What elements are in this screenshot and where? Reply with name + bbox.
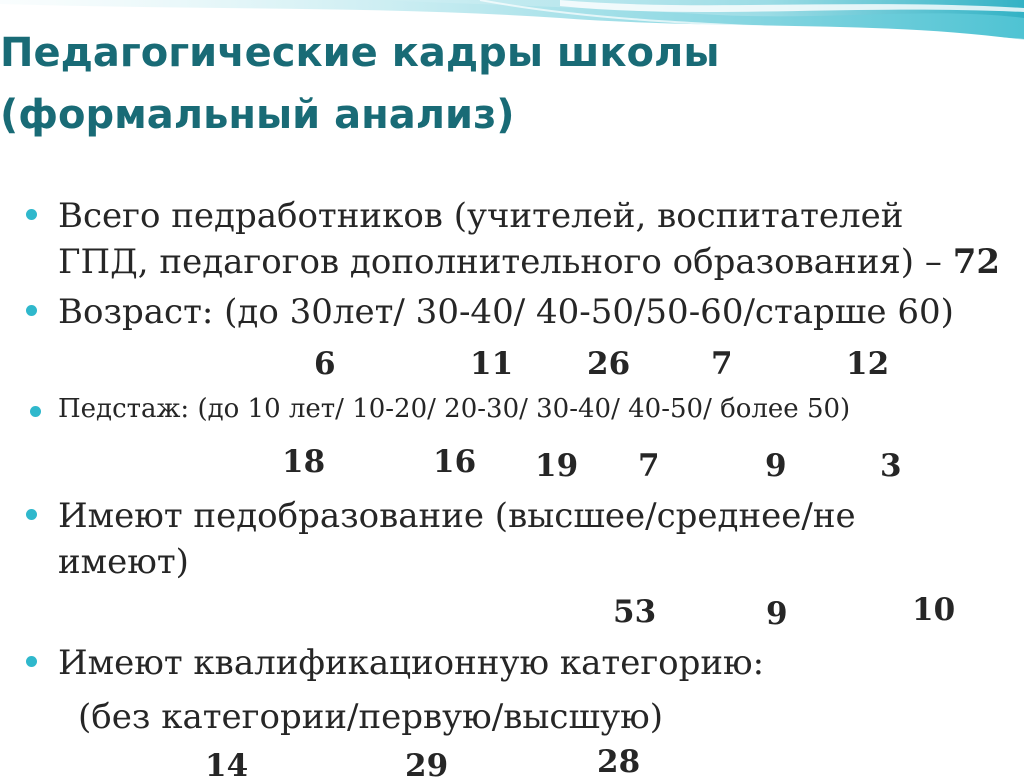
education-text — [58, 493, 856, 585]
education-value: 53 — [613, 594, 657, 630]
age-value: 12 — [846, 346, 890, 382]
age-label: Возраст: (до 30лет/ 30-40/ 40-50/50-60/старше 60) — [58, 292, 954, 332]
bullet-dot — [26, 305, 37, 316]
bullet-dot — [26, 209, 37, 220]
experience-value: 7 — [638, 448, 660, 484]
experience-value: 18 — [282, 444, 326, 480]
education-line-1: Имеют педобразование (высшее/среднее/не — [58, 496, 856, 536]
bullet-dot — [30, 406, 41, 417]
slide-title — [0, 22, 1010, 146]
experience-value: 16 — [433, 444, 477, 480]
education-value: 10 — [912, 592, 956, 628]
education-value: 9 — [766, 596, 788, 632]
title-line-2: (формальный анализ) — [0, 92, 515, 138]
total-line-1: Всего педработников (учителей, воспитателей — [58, 196, 904, 236]
education-line-2: имеют) — [58, 542, 189, 582]
title-line-1: Педагогические кадры школы — [0, 30, 720, 76]
category-value: 14 — [205, 748, 249, 784]
experience-value: 9 — [765, 448, 787, 484]
age-value: 26 — [587, 346, 631, 382]
category-line-2: (без категории/первую/высшую) — [78, 697, 663, 737]
experience-label: Педстаж: (до 10 лет/ 10-20/ 20-30/ 30-40/ 40-50/ более 50) — [58, 394, 851, 424]
age-value: 6 — [314, 346, 336, 382]
total-value: 72 — [952, 242, 1001, 282]
age-value: 11 — [470, 346, 514, 382]
bullet-dot — [26, 509, 37, 520]
category-line-1: Имеют квалификационную категорию: — [58, 643, 765, 683]
bullet-dot — [26, 656, 37, 667]
category-value: 29 — [405, 748, 449, 784]
experience-value: 19 — [535, 448, 579, 484]
age-value: 7 — [711, 346, 733, 382]
total-staff-text — [58, 193, 1000, 285]
experience-value: 3 — [880, 448, 902, 484]
total-line-2: ГПД, педагогов дополнительного образования) – 72 — [58, 242, 1001, 282]
category-value: 28 — [597, 744, 641, 780]
